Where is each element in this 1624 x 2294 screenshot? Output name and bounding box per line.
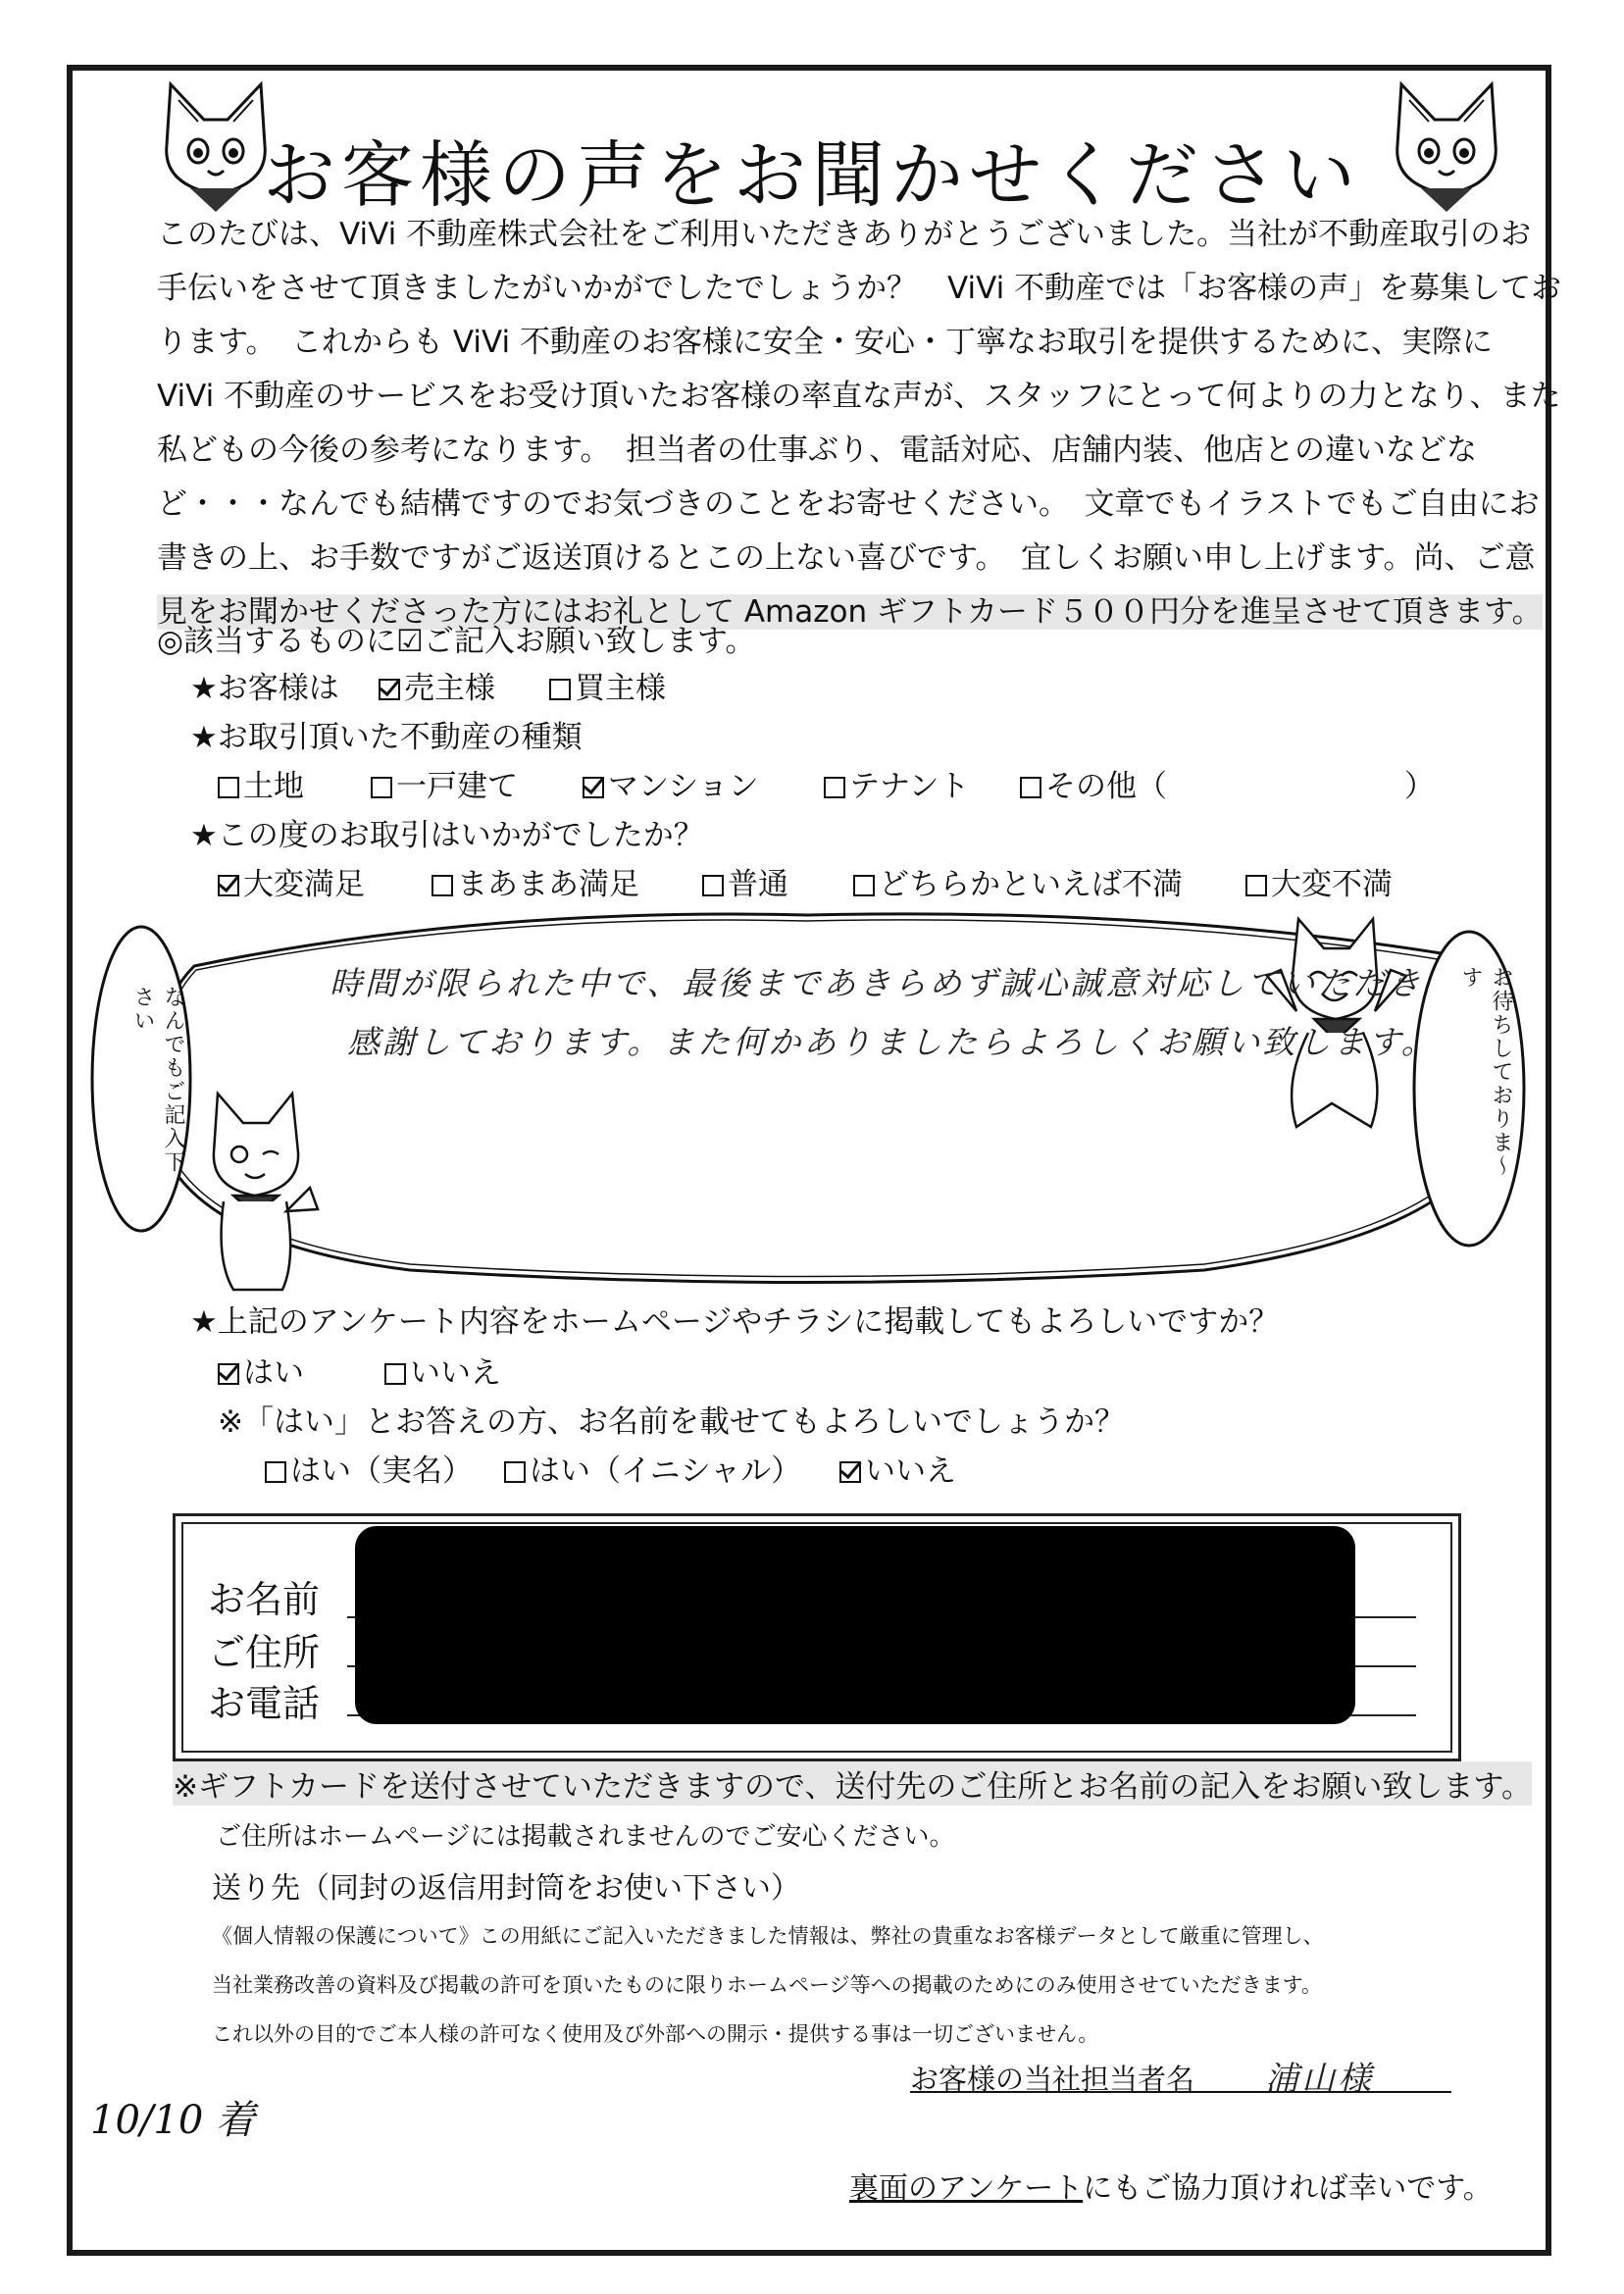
page-title: お客様の声をお聞かせください (263, 133, 1361, 218)
option-label: 土地 (243, 769, 304, 804)
gift-card-note: ※ギフトカードを送付させていただきますので、送付先のご住所とお名前の記入をお願い致します。 (173, 1761, 1532, 1806)
option-somewhat-satisfied[interactable] (431, 859, 639, 903)
option-label: マンション (608, 769, 759, 804)
checkbox[interactable] (549, 679, 571, 700)
option-label: まあまあ満足 (457, 867, 639, 902)
privacy-line-2: 当社業務改善の資料及び掲載の許可を頂いたものに限りホームページ等への掲載のためにのみ使用させていただきます。 (212, 1973, 1322, 1997)
option-label: その他（ (1045, 769, 1167, 804)
option-label: 売主様 (404, 671, 495, 706)
staff-underline (910, 2091, 1451, 2093)
option-label: はい（実名） (290, 1453, 473, 1489)
checkbox-checked[interactable] (379, 679, 400, 700)
question-satisfaction: ★この度のお取引はいかがでしたか？ (190, 818, 704, 853)
left-bubble-text: なんでもご記入下さい (130, 986, 185, 1174)
comment-line-1: 時間が限られた中で、最後まであきらめず誠心誠意対応していただき (330, 964, 1424, 1002)
option-very-satisfied[interactable] (218, 859, 365, 903)
option-detached-house[interactable] (371, 761, 518, 805)
checkbox[interactable] (431, 875, 453, 896)
intro-line: ど・・・なんでも結構ですのでお気づきのことをお寄せください。 文章でもイラストでもご自由にお (157, 486, 1540, 522)
intro-line: 書きの上、お手数ですがご返送頂けるとこの上ない喜びです。 宜しくお願い申し上げます。尚、ご意 (157, 540, 1536, 576)
intro-paragraph (157, 208, 1562, 639)
right-bubble-text: お待ちしておりま～す (1458, 966, 1513, 1178)
question-name-permission: ※「はい」とお答えの方、お名前を載せてもよろしいでしょうか？ (218, 1404, 1125, 1440)
option-condominium[interactable] (583, 761, 759, 805)
intro-line: 私どもの今後の参考になります。 担当者の仕事ぶり、電話対応、店舗内装、他店との違いなどな (157, 433, 1478, 468)
intro-line-gift: 見をお聞かせくださった方にはお礼として Amazon ギフトカード５００円分を進呈させて頂きます。 (157, 594, 1543, 630)
staff-name: 浦山様 (1265, 2060, 1374, 2099)
option-name-initials[interactable] (504, 1446, 801, 1490)
option-neutral[interactable] (702, 859, 788, 903)
checkbox[interactable] (1245, 875, 1267, 896)
received-date: 10/10 着 (90, 2098, 255, 2143)
option-buyer[interactable] (549, 663, 666, 707)
intro-line: このたびは、ViVi 不動産株式会社をご利用いただきありがとうございました。当社が不動産取引のお (157, 217, 1532, 252)
option-seller[interactable] (379, 663, 495, 707)
checkbox[interactable] (218, 777, 239, 798)
option-publish-no[interactable] (384, 1348, 501, 1392)
name-label: お名前 (208, 1578, 321, 1621)
checkbox-checked[interactable] (839, 1461, 861, 1483)
staff-label: お客様の当社担当者名 (910, 2063, 1195, 2096)
checkbox[interactable] (504, 1461, 526, 1483)
question-property-type: ★お取引頂いた不動産の種類 (190, 720, 583, 755)
check-instruction: ◎該当するものに☑ご記入お願い致します。 (157, 624, 756, 659)
option-label: 大変満足 (243, 867, 365, 902)
intro-line: ります。 これからも ViVi 不動産のお客様に安全・安心・丁寧なお取引を提供するために、実際に (157, 325, 1493, 360)
option-label: どちらかといえば不満 (879, 867, 1183, 902)
option-label: はい (243, 1355, 304, 1391)
intro-line: 手伝いをさせて頂きましたがいかがでしたでしょうか？ ViVi 不動産では「お客様の声」を募集してお (157, 271, 1562, 306)
option-label: いいえ (410, 1355, 501, 1391)
option-label: 買主様 (575, 671, 666, 706)
checkbox[interactable] (265, 1461, 286, 1483)
intro-line: ViVi 不動産のサービスをお受け頂いたお客様の率直な声が、スタッフにとって何よりの力となり、また (157, 379, 1561, 414)
checkbox-checked[interactable] (218, 1363, 239, 1385)
send-to-note: 送り先（同封の返信用封筒をお使い下さい） (212, 1871, 800, 1906)
comment-line-2: 感謝しております。また何かありましたらよろしくお願い致します。 (347, 1023, 1437, 1061)
option-name-no[interactable] (839, 1446, 956, 1490)
option-very-dissatisfied[interactable] (1245, 859, 1393, 903)
option-publish-yes[interactable] (218, 1348, 304, 1392)
option-label: 普通 (728, 867, 788, 902)
comment-area[interactable] (86, 907, 1528, 1300)
checkbox[interactable] (384, 1363, 406, 1385)
address-label: ご住所 (208, 1631, 321, 1674)
checkbox-checked[interactable] (218, 875, 239, 896)
back-side-note (849, 2164, 1493, 2207)
phone-label: お電話 (208, 1682, 321, 1725)
back-side-rest: にもご協力頂ければ幸いです。 (1083, 2171, 1493, 2206)
question-publish-permission: ★上記のアンケート内容をホームページやチラシに掲載してもよろしいですか？ (190, 1304, 1280, 1340)
option-label: いいえ (865, 1453, 956, 1489)
option-somewhat-dissatisfied[interactable] (853, 859, 1183, 903)
checkbox[interactable] (824, 777, 845, 798)
checkbox-checked[interactable] (583, 777, 604, 798)
checkbox[interactable] (371, 777, 392, 798)
privacy-line-3: これ以外の目的でご本人様の許可なく使用及び外部への開示・提供する事は一切ございません。 (212, 2022, 1099, 2046)
option-tenant[interactable] (824, 761, 969, 805)
redaction-block (355, 1526, 1355, 1724)
checkbox[interactable] (853, 875, 875, 896)
option-label: 大変不満 (1271, 867, 1393, 902)
option-land[interactable] (218, 761, 304, 805)
option-label: はい（イニシャル） (530, 1453, 802, 1489)
option-label: テナント (849, 769, 970, 804)
checkbox[interactable] (702, 875, 724, 896)
option-other-close: ） (1404, 769, 1435, 804)
checkbox[interactable] (1020, 777, 1041, 798)
option-label: 一戸建て (396, 769, 518, 804)
back-side-link[interactable]: 裏面のアンケート (849, 2171, 1084, 2206)
privacy-line-1: 《個人情報の保護について》この用紙にご記入いただきました情報は、弊社の貴重なお客様データとして厳重に管理し、 (212, 1924, 1324, 1948)
option-other[interactable] (1020, 761, 1167, 805)
address-privacy-note: ご住所はホームページには掲載されませんのでご安心ください。 (216, 1822, 955, 1852)
question-customer-type: ★お客様は (190, 671, 339, 706)
option-name-real[interactable] (265, 1446, 473, 1490)
